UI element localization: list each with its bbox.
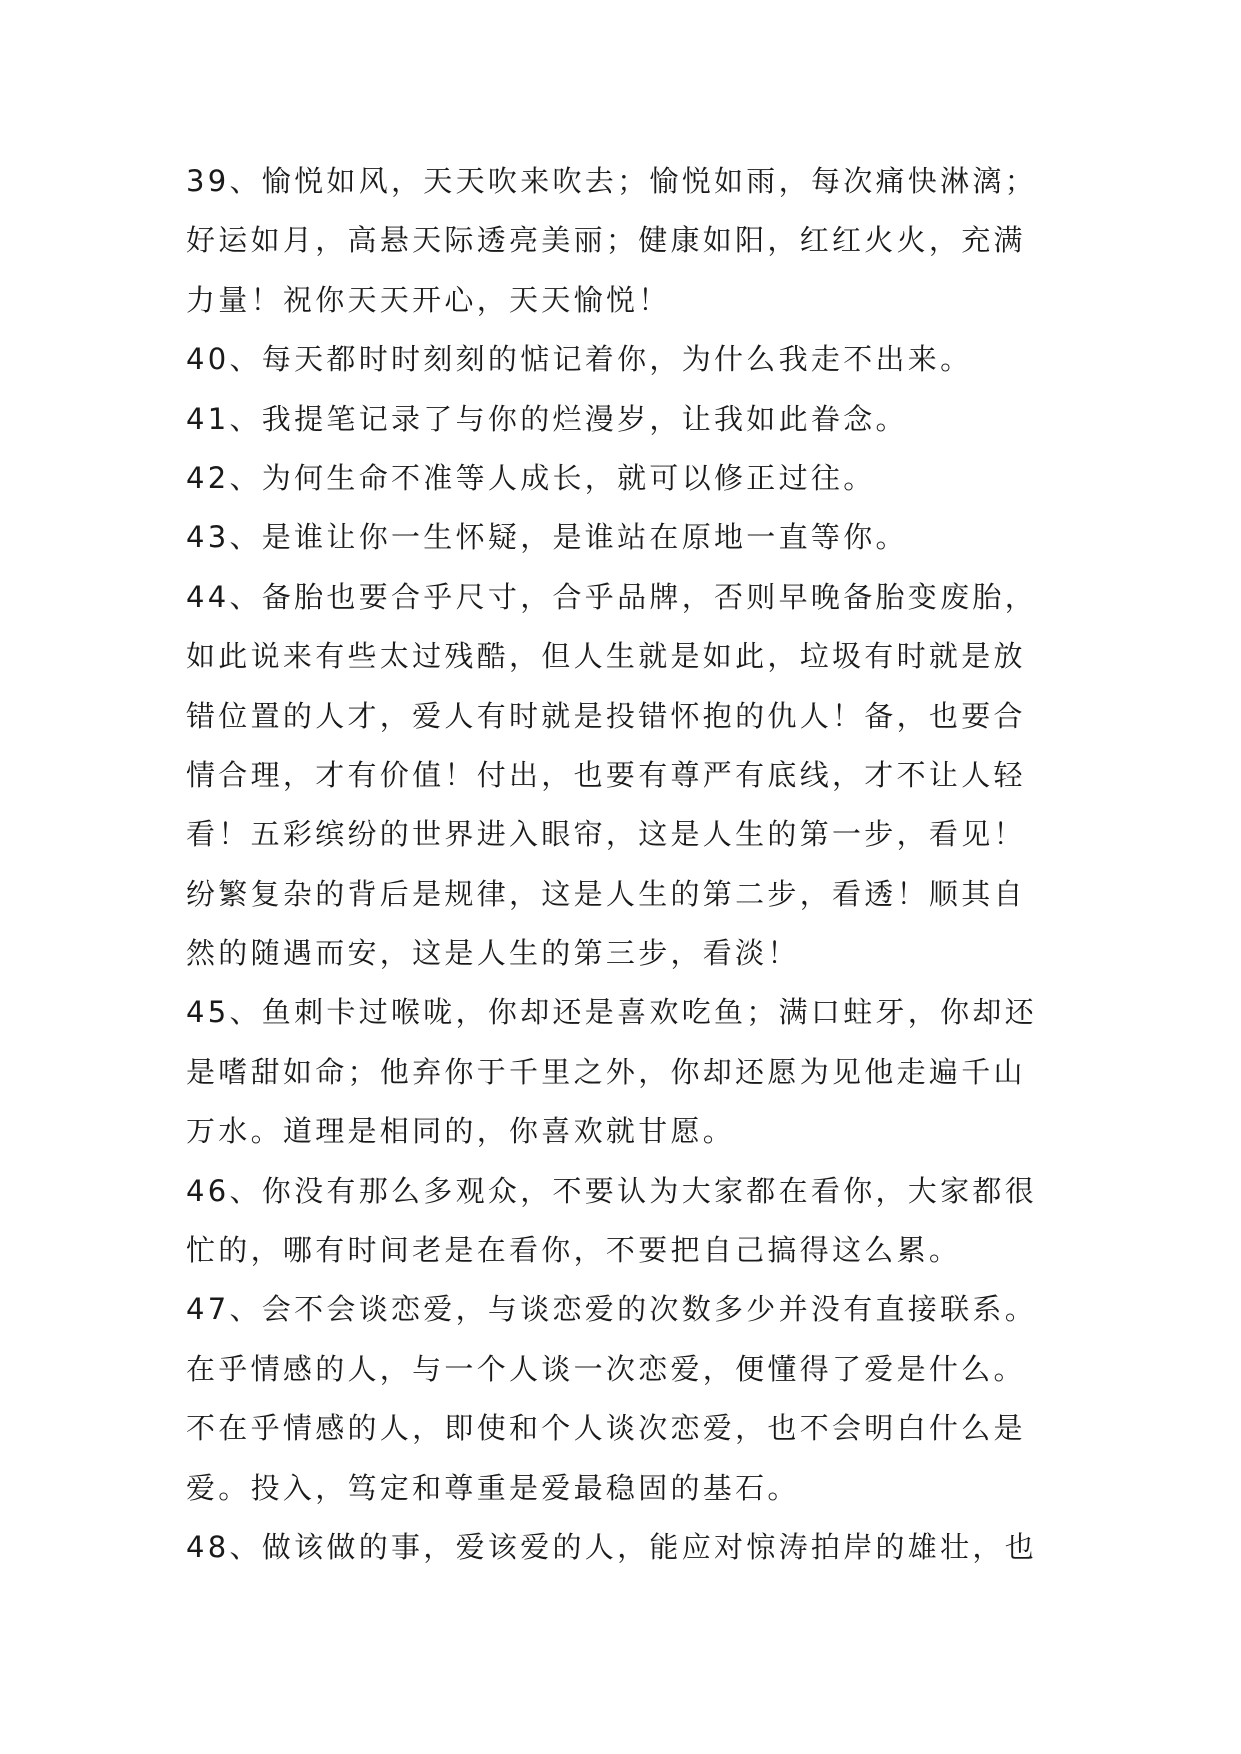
text-line: 47、会不会谈恋爱，与谈恋爱的次数多少并没有直接联系。 [186, 1292, 1038, 1327]
text-line: 43、是谁让你一生怀疑，是谁站在原地一直等你。 [186, 520, 908, 555]
text-line: 万水。道理是相同的，你喜欢就甘愿。 [186, 1114, 736, 1149]
text-line: 44、备胎也要合乎尺寸，合乎品牌，否则早晚备胎变废胎， [186, 579, 1038, 614]
text-line: 纷繁复杂的背后是规律，这是人生的第二步，看透！顺其自 [186, 876, 1026, 911]
text-line: 40、每天都时时刻刻的惦记着你，为什么我走不出来。 [186, 342, 973, 377]
text-line: 41、我提笔记录了与你的烂漫岁，让我如此眷念。 [186, 401, 908, 436]
text-line: 爱。投入，笃定和尊重是爱最稳固的基石。 [186, 1470, 800, 1505]
text-line: 不在乎情感的人，即使和个人谈次恋爱，也不会明白什么是 [186, 1411, 1026, 1446]
text-line: 看！五彩缤纷的世界进入眼帘，这是人生的第一步，看见！ [186, 817, 1026, 852]
text-line: 情合理，才有价值！付出，也要有尊严有底线，才不让人轻 [186, 757, 1026, 792]
text-line: 力量！祝你天天开心，天天愉悦！ [186, 282, 671, 317]
text-line: 错位置的人才，爱人有时就是投错怀抱的仇人！备，也要合 [186, 698, 1026, 733]
text-line: 忙的，哪有时间老是在看你，不要把自己搞得这么累。 [186, 1233, 962, 1268]
text-line: 39、愉悦如风，天天吹来吹去；愉悦如雨，每次痛快淋漓； [186, 164, 1038, 198]
text-line: 46、你没有那么多观众，不要认为大家都在看你，大家都很 [186, 1173, 1038, 1208]
text-line: 48、做该做的事，爱该爱的人，能应对惊涛拍岸的雄壮，也 [186, 1529, 1038, 1564]
text-line: 然的随遇而安，这是人生的第三步，看淡！ [186, 936, 800, 971]
text-line: 42、为何生命不准等人成长，就可以修正过往。 [186, 460, 876, 495]
text-line: 45、鱼刺卡过喉咙，你却还是喜欢吃鱼；满口蛀牙，你却还 [186, 995, 1038, 1030]
text-line: 如此说来有些太过残酷，但人生就是如此，垃圾有时就是放 [186, 639, 1026, 674]
text-line: 在乎情感的人，与一个人谈一次恋爱，便懂得了爱是什么。 [186, 1351, 1026, 1386]
text-line: 好运如月，高悬天际透亮美丽；健康如阳，红红火火，充满 [186, 223, 1026, 258]
document-body [186, 152, 1066, 1577]
text-line: 是嗜甜如命；他弃你于千里之外，你却还愿为见他走遍千山 [186, 1054, 1026, 1089]
